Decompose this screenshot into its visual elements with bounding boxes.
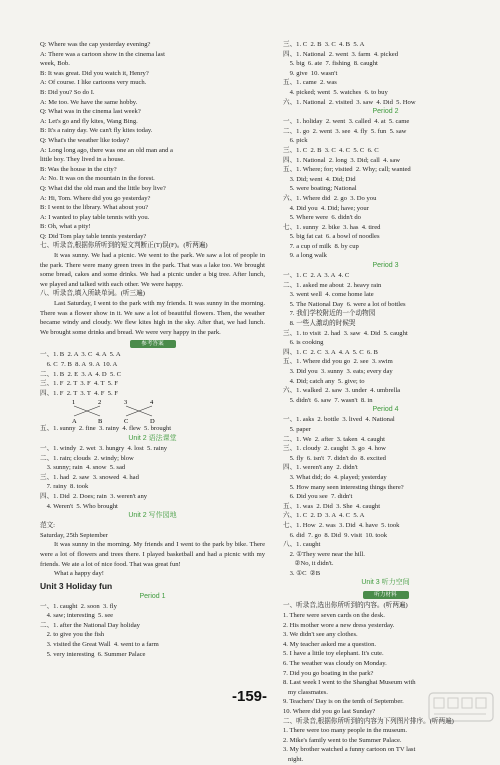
section-heading: 七、听录音,根据你所听到的短文判断正(T)误(F)。(听两遍) [40,242,208,250]
answer-line: 4. picked; went 5. watches 6. to buy [283,88,388,96]
script-line: B: Did you? So do I. [40,88,95,96]
script-line: 9. Teachers' Day is on the tenth of September. [283,698,404,706]
answer-line: 二、1. We 2. after 3. taken 4. caught [283,435,386,443]
listening-badge: 听力材料 [363,591,409,599]
script-line: Q: What was in the cinema last week? [40,108,141,116]
answer-line: 3. Did you 3. sunny 3. eats; every day [283,368,393,375]
answer-line: 六、1. walked 2. saw 3. under 4. umbrella [283,387,401,395]
matching-letter: C [124,418,129,425]
answer-line: 6. did 7. go 8. Did 9. visit 10. took [283,531,388,539]
answer-line: 三、1. cloudy 2. caught 3. go 4. how [283,445,386,453]
answer-line: 六、1. C 2. D 3. A 4. C 5. A [283,512,365,520]
answer-line: 四、1. National 2. went 3. farm 4. picked [283,50,398,58]
answer-line: 六、1. Where did 2. go 3. Do you [283,194,377,202]
answer-line: 5. big fat cat 6. a bowl of noodles [283,233,380,241]
passage: It was sunny. We had a picnic. We went to the park. We saw a lot of people in the park. There were many green trees in the park. That was a lake too. We brought some bread, cakes and some drinks. We had a picnic under a big tree. After lunch, we played and talked with each other. We were happy. [40,252,265,288]
answer-line: 二、1. after the National Day holiday [40,621,140,629]
unit-title: Unit 3 Holiday fun [40,580,113,591]
answer-line: 五、1. came 2. was [283,79,337,87]
answer-line: ②No, it didn't. [283,560,334,568]
script-line: 8. Last week I went to the Shanghai Museum with [283,679,416,687]
answer-line: 3. sunny; rain 4. snow 5. sad [40,464,126,472]
matching-number: 4 [150,399,154,407]
period-title: Period 3 [372,262,399,270]
matching-letter: B [98,418,103,425]
script-line: week, Bob. [40,60,70,68]
matching-number: 1 [72,399,76,407]
script-line: 1. There were too many people in the museum. [283,727,408,735]
script-line: 3. My brother watched a funny cartoon on TV last [283,746,416,754]
answer-line: 二、1. B 2. E 3. A 4. D 5. C [40,370,121,378]
script-line: A: Long long ago, there was one an old man and a [40,146,173,154]
answer-line: 6. pick [283,137,308,145]
script-line: 4. My teacher asked me a question. [283,640,377,648]
answer-line: 7. 我们学校附近的一个动物园 [283,310,376,318]
answer-line: 3. ①C ②B [283,569,321,577]
answer-line: 五、1. was 2. Did 3. She 4. caught [283,502,381,510]
script-line: 2. Mike's family went to the Summer Palace. [283,736,402,744]
answer-line: 一、1. holiday 2. went 3. called 4. at 5. came [283,118,410,126]
script-line: Q: Did Tom play table tennis yesterday? [40,232,147,240]
answer-line: 三、1. F 2. T 3. F 4. T 5. F [40,380,118,388]
answer-line: 9. a long walk [283,252,327,260]
answer-line: 2. to give you the fish [40,631,105,639]
matching-lines-icon [54,398,174,424]
left-column [40,40,265,659]
answer-line: 5. were boating; National [283,185,357,193]
answer-line: 七、1. sunny 2. bike 3. has 4. tired [283,223,381,231]
matching-letter: A [72,418,77,425]
answer-line: 2. ①They were near the hill. [283,550,365,558]
script-line: my classmates. [283,688,328,696]
answer-line: 三、1. C 2. B 3. C 4. C 5. C 6. C [283,146,379,154]
matching-number: 2 [98,399,102,407]
section-heading: 八、听录音,填入所缺单词。(听三遍) [40,290,145,298]
answer-line: 一、1. asks 2. bottle 3. lived 4. National [283,416,395,424]
script-line: B: It was great. Did you watch it, Henry? [40,69,149,77]
answer-line: 5. big 6. ate 7. fishing 8. caught [283,60,378,68]
script-line: Q: What's the weather like today? [40,136,130,144]
script-line: 10. Where did you go last Sunday? [283,708,376,715]
answer-line: 五、1. sunny 2. fine 3. rainy 4. flew 5. brought [40,425,172,433]
script-line: little boy. They lived in a house. [40,156,125,164]
section-title: Unit 2 写作园地 [128,512,177,520]
script-line: A: Of course. I like cartoons very much. [40,79,147,87]
answer-line: 9. give 10. wasn't [283,69,338,77]
answer-line: 五、1. Where did you go 2. see 3. swim [283,358,393,366]
watermark-logo-icon [428,692,494,722]
script-line: A: No. It was on the mountain in the forest. [40,175,155,183]
script-line: 2. His mother wore a new dress yesterday. [283,621,395,629]
right-column [283,40,488,765]
answer-line: 8. 一些人激动的时候哭 [283,320,356,328]
script-line: B: Was the house in the city? [40,165,117,173]
period-title: Period 1 [139,592,166,600]
answer-line: 六、1. National 2. visited 3. saw 4. Did 5. How [283,98,416,106]
answer-line: 三、1. to visit 2. had 3. saw 4. Did 5. caught [283,329,408,337]
answer-line: 一、1. C 2. A 3. A 4. C [283,272,350,280]
answer-line: 四、1. C 2. C 3. A 4. A 5. C 6. B [283,348,378,356]
answer-line: 6. C 7. B 8. A 9. A 10. A [40,361,118,368]
listening-script [40,40,265,241]
script-line: Q: Where was the cap yesterday evening? [40,41,151,48]
script-line: A: Let's go and fly kites, Wang Bing. [40,117,138,125]
answer-line: 3. Did; went 4. Did; Did [283,175,356,183]
answer-list [283,415,488,578]
answer-line: 4. Did you 4. Did; have; your [283,204,369,212]
section-title: Unit 3 听力空间 [361,579,410,587]
answer-line: 一、1. caught 2. soon 3. fly [40,602,117,610]
answer-line: 四、1. weren't any 2. didn't [283,464,358,472]
script-line: Q: What did the old man and the little boy live? [40,184,166,192]
script-line: A: Hi, Tom. Where did you go yesterday? [40,194,151,202]
script-line: A: Me too. We have the same hobby. [40,98,138,106]
answer-line: 4. saw; interesting 5. see [40,612,114,620]
answer-line: 5. very interesting 6. Summer Palace [40,650,146,658]
answer-line: 3. went well 4. come home late [283,291,374,299]
answer-line: 八、1. caught [283,541,321,549]
answer-line: 一、1. windy 2. wet 3. hungry 4. lost 5. rainy [40,444,168,452]
matching-number: 3 [124,399,128,407]
period-title: Period 4 [372,406,399,414]
answer-list [40,350,265,398]
script-line: 1. There were seven cards on the desk. [283,612,385,620]
listening-script [283,601,488,764]
answer-line: 三、1. C 2. B 3. C 4. B 5. A [283,41,365,48]
script-line: 6. The weather was cloudy on Monday. [283,660,387,668]
script-line: B: It's a rainy day. We can't fly kites today. [40,127,153,135]
answers-badge: 参考答案 [130,340,176,348]
answer-line: 7. rainy 8. took [40,483,89,491]
answer-list [40,602,265,660]
answer-list [40,424,265,434]
answer-line: 5. Where were 6. didn't do [283,214,361,222]
answer-line: 二、1. asked me about 2. heavy rain [283,281,382,289]
script-line: B: Oh, what a pity! [40,223,91,231]
script-line: 5. I have a little toy elephant. It's cute. [283,650,384,658]
script-line: 7. Did you go boating in the park? [283,669,374,677]
script-line: A: I wanted to play table tennis with you. [40,213,150,221]
answer-line: 5. didn't 6. saw 7. wasn't 8. in [283,396,373,404]
answer-line: 一、1. B 2. A 3. C 4. A 5. A [40,351,121,359]
answer-line: 五、1. Where; for; visited 2. Why; call; wanted [283,166,411,174]
script-line: B: I went to the library. What about you? [40,204,149,212]
answer-list [40,444,265,511]
answer-line: 四、1. National 2. long 3. Did; call 4. saw [283,156,401,164]
answer-line: 四、1. Did 2. Does; rain 3. weren't any [40,492,148,500]
answer-line: 6. is cooking [283,339,324,347]
period-title: Period 2 [372,108,399,116]
script-line: night. [283,755,304,763]
answer-list [283,117,488,261]
answer-line: 5. fly 6. isn't 7. didn't do 8. excited [283,454,386,462]
essay-close: What a happy day! [54,570,104,578]
answer-line: 5. The National Day 6. were a lot of bottles [283,300,406,308]
passage: Last Saturday, I went to the park with my friends. It was sunny in the morning. There was a flower show in it. We saw a lot of beautiful flowers. Then, the weather became windy and cloudy. We flew kites high in the sky. After that, we had lunch. We brought some drinks and bread. We were very happy in the park. [40,300,265,336]
essay-body: It was sunny in the morning. My friends and I went to the park by bike. There were a lot of flowers and trees there. I played basketball and had a picnic with my friends. We ate a lot of nice food. That was great fun! [40,541,265,568]
answer-line: 4. Weren't 5. Who brought [40,502,118,510]
script-line: A: There was a cartoon show in the cinema last [40,50,165,58]
matching-letter: D [150,418,155,425]
answer-line: 七、1. How 2. was 3. Did 4. have 5. took [283,521,400,529]
answer-list [283,40,488,107]
essay-label: 范文: [40,522,56,530]
section-title: Unit 2 语法课堂 [128,434,177,442]
answer-line: 3. visited the Great Wall 4. went to a farm [40,641,159,649]
answer-line: 5. paper [283,425,311,433]
answer-line: 6. Did you see 7. didn't [283,493,353,501]
answer-line: 二、1. rain; clouds 2. windy; blow [40,454,134,462]
answer-line: 二、1. go 2. went 3. see 4. fly 5. fun 5. saw [283,127,407,135]
answer-line: 三、1. had 2. saw 3. snowed 4. had [40,473,139,481]
script-line: 3. We didn't see any clothes. [283,631,358,639]
answer-line: 5. How many seen interesting things there? [283,483,404,491]
script-line: 一、听录音,选出你所听到的内容。(听两遍) [283,602,408,610]
answer-line: 4. Did; catch any 5. give; to [283,377,365,385]
answer-line: 四、1. F 2. T 3. T 4. F 5. F [40,389,118,397]
page-number: -159- [232,688,268,705]
essay-date: Saturday, 25th September [40,531,108,539]
answer-line: 7. a cup of milk 8. by cup [283,242,359,250]
script-line: 二、听录音,根据你所听到的内容为下列图片排序。(听两遍) [283,717,454,725]
answer-list [283,271,488,405]
matching-lines [54,398,174,424]
answer-line: 3. What did; do 4. played; yesterday [283,473,387,481]
